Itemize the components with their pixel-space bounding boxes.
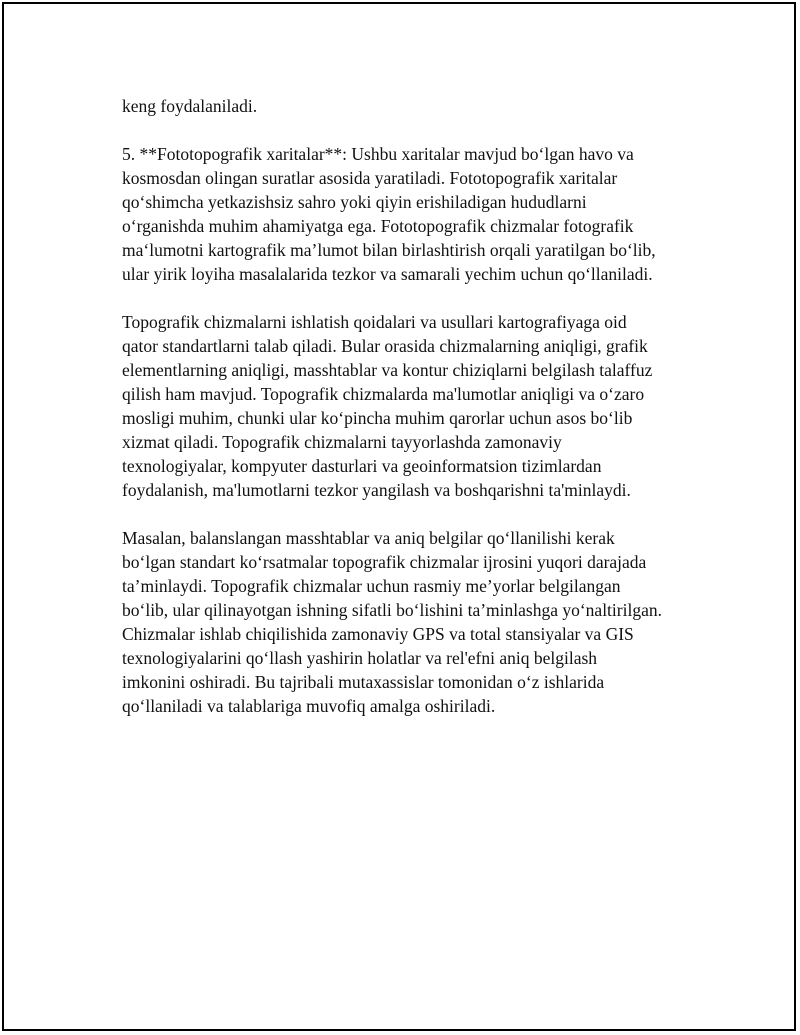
text-line: kosmosdan olingan suratlar asosida yaratiladi. Fototopografik xaritalar: [122, 168, 618, 188]
text-line: ma‘lumotni kartografik ma’lumot bilan birlashtirish orqali yaratilgan bo‘lib,: [122, 240, 656, 260]
text-line: bo‘lgan standart ko‘rsatmalar topografik chizmalar ijrosini yuqori darajada: [122, 552, 647, 572]
text-line: foydalanish, ma'lumotlarni tezkor yangilash va boshqarishni ta'minlaydi.: [122, 480, 631, 500]
text-line: qo‘shimcha yetkazishsiz sahro yoki qiyin erishiladigan hududlarni: [122, 192, 587, 212]
text-line: qilish ham mavjud. Topografik chizmalarda ma'lumotlar aniqligi va o‘zaro: [122, 384, 645, 404]
text-line: 5. **Fototopografik xaritalar**: Ushbu xaritalar mavjud bo‘lgan havo va: [122, 144, 634, 164]
paragraph-continuation: [122, 94, 702, 118]
text-line: xizmat qiladi. Topografik chizmalarni tayyorlashda zamonaviy: [122, 432, 562, 452]
page-frame: [2, 2, 796, 1031]
paragraph-qoidalar-va-usullar: [122, 310, 702, 502]
text-line: ta’minlaydi. Topografik chizmalar uchun rasmiy me’yorlar belgilangan: [122, 576, 621, 596]
text-line: o‘rganishda muhim ahamiyatga ega. Fototopografik chizmalar fotografik: [122, 216, 634, 236]
text-line: texnologiyalarini qo‘llash yashirin holatlar va rel'efni aniq belgilash: [122, 648, 598, 668]
text-line: mosligi muhim, chunki ular ko‘pincha muhim qarorlar uchun asos bo‘lib: [122, 408, 633, 428]
text-line: qator standartlarni talab qiladi. Bular orasida chizmalarning aniqligi, grafik: [122, 336, 648, 356]
text-line: texnologiyalar, kompyuter dasturlari va geoinformatsion tizimlardan: [122, 456, 602, 476]
text-line: keng foydalaniladi.: [122, 96, 258, 116]
text-line: Topografik chizmalarni ishlatish qoidalari va usullari kartografiyaga oid: [122, 312, 627, 332]
paragraph-fototopografik-xaritalar: [122, 142, 702, 286]
text-line: ular yirik loyiha masalalarida tezkor va samarali yechim uchun qo‘llaniladi.: [122, 264, 653, 284]
text-line: imkonini oshiradi. Bu tajribali mutaxassislar tomonidan o‘z ishlarida: [122, 672, 605, 692]
text-line: elementlarning aniqligi, masshtablar va kontur chiziqlarni belgilash talaffuz: [122, 360, 653, 380]
text-line: qo‘llaniladi va talablariga muvofiq amalga oshiriladi.: [122, 696, 496, 716]
document-body: [122, 94, 702, 742]
text-line: Chizmalar ishlab chiqilishida zamonaviy GPS va total stansiyalar va GIS: [122, 624, 634, 644]
text-line: bo‘lib, ular qilinayotgan ishning sifatli bo‘lishini ta’minlashga yo‘naltirilgan.: [122, 600, 662, 620]
text-line: Masalan, balanslangan masshtablar va aniq belgilar qo‘llanilishi kerak: [122, 528, 615, 548]
paragraph-masalan: [122, 526, 702, 718]
